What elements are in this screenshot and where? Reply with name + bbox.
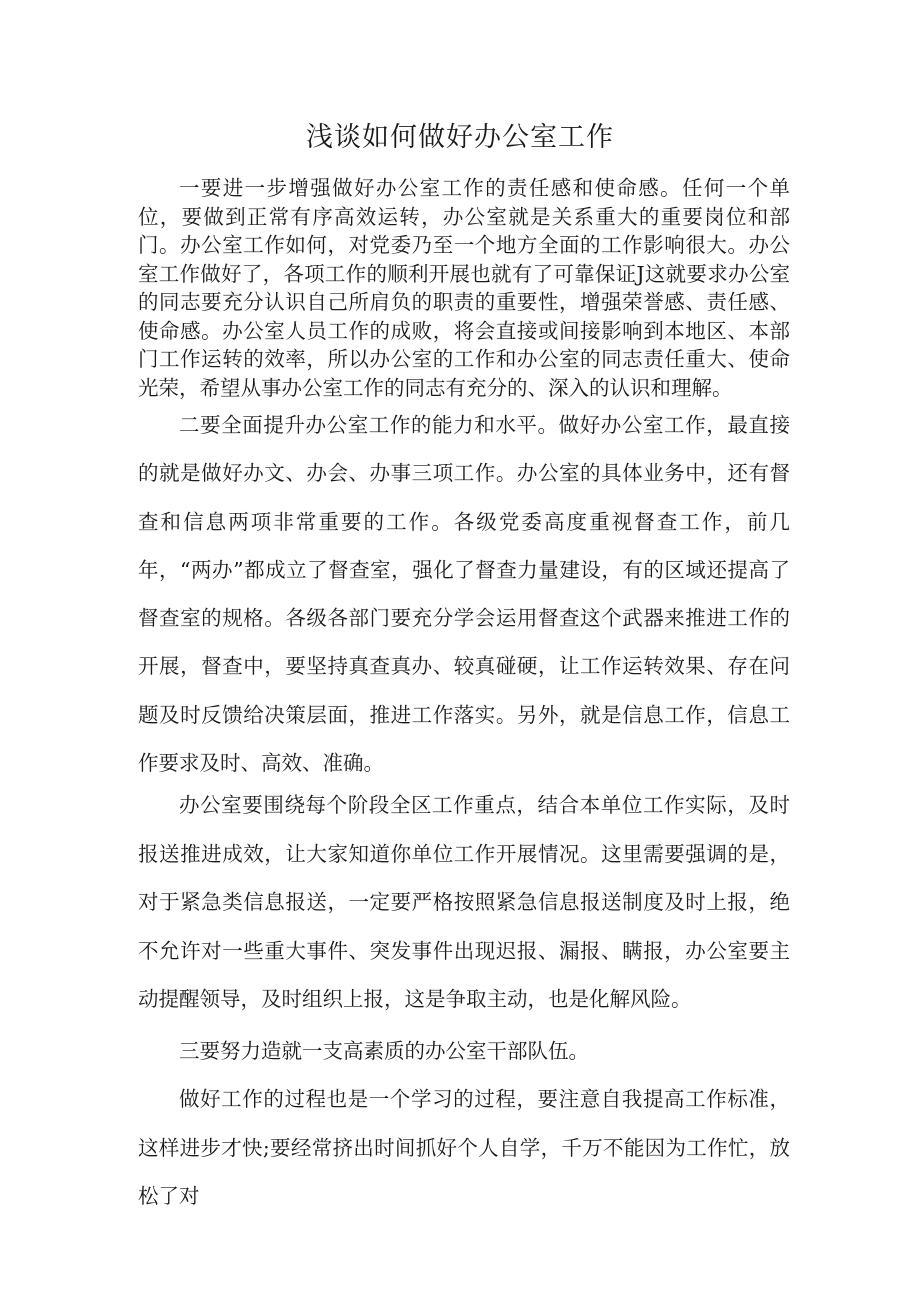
document-title: 浅谈如何做好办公室工作 [306, 122, 614, 153]
paragraph-5: 做好工作的过程也是一个学习的过程，要注意自我提高工作标准，这样进步才快;要经常挤出时间抓好个人自学，千万不能因为工作忙，放松了对 [138, 1087, 790, 1208]
paragraph-1: 一要进一步增强做好办公室工作的责任感和使命感。任何一个单位，要做到正常有序高效运转，办公室就是关系重大的重要岗位和部门。办公室工作如何，对党委乃至一个地方全面的工作影响很大。办公室工作做好了，各项工作的顺利开展也就有了可靠保证J这就要求办公室的同志要充分认识自己所肩负的职责的重要性，增强荣誉感、责任感、使命感。办公室人员工作的成败，将会直接或间接影响到本地区、本部门工作运转的效率，所以办公室的工作和办公室的同志责任重大、使命光荣，希望从事办公室工作的同志有充分的、深入的认识和理解。 [138, 176, 790, 400]
paragraph-2: 二要全面提升办公室工作的能力和水平。做好办公室工作，最直接的就是做好办文、办会、办事三项工作。办公室的具体业务中，还有督查和信息两项非常重要的工作。各级党委高度重视督查工作，前几年，“两办”都成立了督查室，强化了督查力量建设，有的区域还提高了督查室的规格。各级各部门要充分学会运用督查这个武器来推进工作的开展，督查中，要坚持真查真办、较真碰硬，让工作运转效果、存在问题及时反馈给决策层面，推进工作落实。另外，就是信息工作，信息工作要求及时、高效、准确。 [138, 413, 790, 776]
paragraph-3: 办公室要围绕每个阶段全区工作重点，结合本单位工作实际，及时报送推进成效，让大家知道你单位工作开展情况。这里需要强调的是，对于紧急类信息报送，一定要严格按照紧急信息报送制度及时上报，绝不允许对一些重大事件、突发事件出现迟报、漏报、瞒报，办公室要主动提醒领导，及时组织上报，这是争取主动，也是化解风险。 [138, 793, 790, 1011]
paragraph-4: 三要努力造就一支高素质的办公室干部队伍。 [179, 1039, 589, 1063]
